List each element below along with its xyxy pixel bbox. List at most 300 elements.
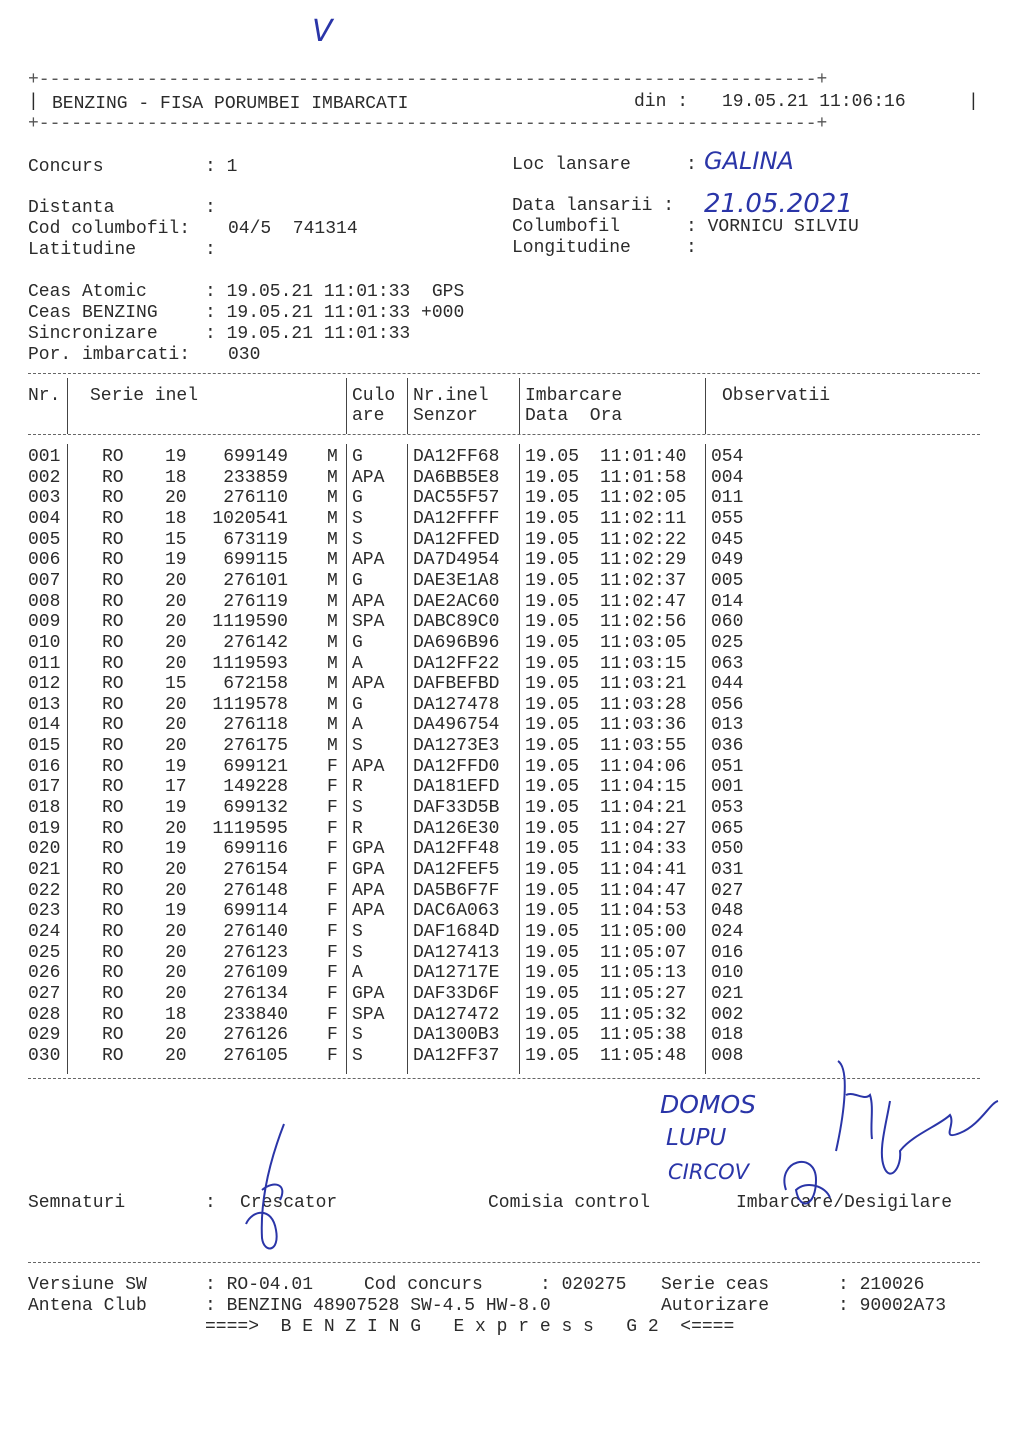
table-row	[0, 695, 1024, 716]
cell-ring-number: 1119593	[212, 653, 288, 674]
cell-sex: F	[327, 818, 338, 839]
cell-data: 19.05	[525, 508, 580, 529]
cell-data: 19.05	[525, 880, 580, 901]
cell-culoare: S	[352, 798, 363, 819]
header-left-bar: |	[28, 92, 39, 112]
col-sep-5	[705, 378, 706, 434]
cell-sex: F	[327, 1004, 338, 1025]
cell-nr: 021	[28, 860, 61, 880]
cell-ora: 11:04:47	[600, 880, 687, 901]
cell-culoare: GPA	[352, 983, 385, 1004]
cell-nr: 012	[28, 674, 61, 695]
cell-observatii: 049	[711, 550, 744, 571]
cell-observatii: 002	[711, 1004, 744, 1025]
cell-nr: 007	[28, 570, 61, 591]
cell-observatii: 018	[711, 1025, 744, 1046]
cell-observatii: 045	[711, 529, 744, 550]
cell-sex: F	[327, 942, 338, 963]
cell-culoare: APA	[352, 550, 385, 571]
cell-culoare: S	[352, 736, 363, 757]
cell-year: 20	[165, 921, 187, 942]
cell-culoare: GPA	[352, 839, 385, 860]
table-row	[0, 571, 1024, 592]
cell-ring-number: 1119595	[212, 818, 288, 839]
cell-ring-number: 276175	[223, 736, 288, 757]
cod-concurs-value: : 020275	[540, 1275, 627, 1295]
cell-data: 19.05	[525, 736, 580, 757]
cell-nr-inel-senzor: DA12FF68	[413, 447, 500, 467]
cell-observatii: 024	[711, 921, 744, 942]
cell-year: 19	[165, 798, 187, 819]
cell-culoare: R	[352, 777, 363, 798]
table-row	[0, 736, 1024, 757]
cell-data: 19.05	[525, 529, 580, 550]
cell-data: 19.05	[525, 715, 580, 736]
cell-country: RO	[102, 921, 124, 942]
cell-nr-inel-senzor: DAE3E1A8	[413, 570, 500, 591]
cell-nr: 010	[28, 632, 61, 653]
cell-sex: M	[327, 632, 338, 653]
cell-data: 19.05	[525, 756, 580, 777]
cell-nr-inel-senzor: DA696B96	[413, 632, 500, 653]
cell-observatii: 051	[711, 756, 744, 777]
col-sep-3	[407, 378, 408, 434]
cell-nr-inel-senzor: DA12FEF5	[413, 860, 500, 880]
table-row	[0, 592, 1024, 613]
cell-sex: F	[327, 963, 338, 984]
cell-data: 19.05	[525, 653, 580, 674]
cell-sex: F	[327, 1025, 338, 1046]
cell-observatii: 016	[711, 942, 744, 963]
cell-nr: 013	[28, 694, 61, 715]
cell-nr-inel-senzor: DA12FF48	[413, 839, 500, 860]
latitudine-label: Latitudine	[28, 240, 137, 260]
antena-club-value: : BENZING 48907528 SW-4.5 HW-8.0	[205, 1296, 551, 1316]
cell-data: 19.05	[525, 777, 580, 798]
cell-ora: 11:04:41	[600, 860, 687, 880]
ceas-benzing-value: : 19.05.21 11:01:33 +000	[205, 303, 465, 323]
col-sep-1	[67, 378, 68, 434]
cell-nr-inel-senzor: DA12FF37	[413, 1045, 500, 1066]
antena-club-label: Antena Club	[28, 1296, 147, 1316]
cell-culoare: A	[352, 715, 363, 736]
cell-culoare: S	[352, 508, 363, 529]
cell-ora: 11:02:22	[600, 529, 687, 550]
cell-ora: 11:03:55	[600, 736, 687, 757]
cell-ora: 11:02:29	[600, 550, 687, 571]
cell-year: 20	[165, 880, 187, 901]
cell-year: 18	[165, 508, 187, 529]
cell-nr-inel-senzor: DA12FFFF	[413, 508, 500, 529]
table-row	[0, 901, 1024, 922]
cell-observatii: 011	[711, 488, 744, 509]
cell-observatii: 010	[711, 963, 744, 984]
cell-ora: 11:05:13	[600, 963, 687, 984]
cell-nr: 017	[28, 777, 61, 798]
cell-observatii: 063	[711, 653, 744, 674]
sincronizare-label: Sincronizare	[28, 324, 158, 344]
cell-data: 19.05	[525, 570, 580, 591]
cell-ring-number: 276119	[223, 591, 288, 612]
header-din-label: din :	[634, 92, 689, 112]
table-row	[0, 612, 1024, 633]
cell-ora: 11:04:33	[600, 839, 687, 860]
cell-nr: 015	[28, 736, 61, 757]
cell-data: 19.05	[525, 963, 580, 984]
cell-ora: 11:01:40	[600, 447, 687, 467]
distanta-value: :	[205, 198, 216, 218]
cell-nr: 018	[28, 798, 61, 819]
cell-nr-inel-senzor: DA7D4954	[413, 550, 500, 571]
cell-year: 15	[165, 529, 187, 550]
table-row	[0, 819, 1024, 840]
cell-nr-inel-senzor: DAE2AC60	[413, 591, 500, 612]
col-header-nr: Nr.	[28, 386, 61, 406]
col-header-culoare-1: Culo	[352, 386, 396, 406]
cell-ora: 11:04:27	[600, 818, 687, 839]
cell-country: RO	[102, 1004, 124, 1025]
cell-year: 20	[165, 963, 187, 984]
cell-sex: M	[327, 508, 338, 529]
cell-nr: 009	[28, 612, 61, 633]
semnaturi-colon: :	[205, 1193, 216, 1213]
table-top-divider	[28, 373, 980, 374]
cell-culoare: S	[352, 1025, 363, 1046]
cell-ring-number: 276140	[223, 921, 288, 942]
cell-sex: M	[327, 467, 338, 488]
cell-sex: M	[327, 612, 338, 633]
distanta-label: Distanta	[28, 198, 115, 218]
cell-ora: 11:02:47	[600, 591, 687, 612]
table-row	[0, 633, 1024, 654]
cell-sex: F	[327, 921, 338, 942]
cell-sex: M	[327, 653, 338, 674]
comisia-control-label: Comisia control	[488, 1193, 651, 1213]
cell-year: 20	[165, 818, 187, 839]
longitudine-label: Longitudine	[512, 238, 631, 258]
cell-observatii: 060	[711, 612, 744, 633]
cell-year: 18	[165, 467, 187, 488]
cell-data: 19.05	[525, 921, 580, 942]
cell-nr: 008	[28, 591, 61, 612]
cell-data: 19.05	[525, 839, 580, 860]
serie-ceas-value: : 210026	[838, 1275, 925, 1295]
cell-observatii: 054	[711, 447, 744, 467]
cell-country: RO	[102, 880, 124, 901]
cod-concurs-label: Cod concurs	[364, 1275, 483, 1295]
cell-country: RO	[102, 777, 124, 798]
cell-ring-number: 276105	[223, 1045, 288, 1066]
cell-nr-inel-senzor: DABC89C0	[413, 612, 500, 633]
crescator-signature	[240, 1120, 300, 1260]
cell-data: 19.05	[525, 632, 580, 653]
cell-country: RO	[102, 756, 124, 777]
cell-sex: M	[327, 694, 338, 715]
cell-ring-number: 699121	[223, 756, 288, 777]
table-row	[0, 550, 1024, 571]
cell-year: 20	[165, 715, 187, 736]
loc-lansare-label: Loc lansare	[512, 155, 631, 175]
cell-ora: 11:02:11	[600, 508, 687, 529]
autorizare-value: : 90002A73	[838, 1296, 947, 1316]
cell-country: RO	[102, 632, 124, 653]
cell-nr-inel-senzor: DAC6A063	[413, 901, 500, 922]
cell-observatii: 027	[711, 880, 744, 901]
cell-data: 19.05	[525, 818, 580, 839]
cell-sex: M	[327, 715, 338, 736]
cell-ring-number: 276154	[223, 860, 288, 880]
cell-data: 19.05	[525, 798, 580, 819]
cell-country: RO	[102, 467, 124, 488]
cell-sex: F	[327, 1045, 338, 1066]
cell-country: RO	[102, 942, 124, 963]
cell-country: RO	[102, 674, 124, 695]
cell-country: RO	[102, 550, 124, 571]
cell-culoare: A	[352, 963, 363, 984]
cell-sex: M	[327, 570, 338, 591]
cell-country: RO	[102, 715, 124, 736]
imbarcare-desigilare-label: Imbarcare/Desigilare	[736, 1193, 953, 1213]
cell-nr: 028	[28, 1004, 61, 1025]
cell-ring-number: 149228	[223, 777, 288, 798]
cell-nr-inel-senzor: DA1273E3	[413, 736, 500, 757]
cell-nr-inel-senzor: DAF33D6F	[413, 983, 500, 1004]
cell-ring-number: 699115	[223, 550, 288, 571]
autorizare-label: Autorizare	[661, 1296, 770, 1316]
cell-year: 19	[165, 447, 187, 467]
concurs-value: : 1	[205, 157, 238, 177]
cell-nr: 023	[28, 901, 61, 922]
cell-nr: 029	[28, 1025, 61, 1046]
cell-culoare: APA	[352, 674, 385, 695]
cell-culoare: APA	[352, 756, 385, 777]
cell-ora: 11:05:48	[600, 1045, 687, 1066]
cell-data: 19.05	[525, 694, 580, 715]
cell-sex: F	[327, 983, 338, 1004]
cell-year: 18	[165, 1004, 187, 1025]
cell-nr-inel-senzor: DA12717E	[413, 963, 500, 984]
cell-sex: F	[327, 756, 338, 777]
latitudine-value: :	[205, 240, 216, 260]
cell-ora: 11:03:05	[600, 632, 687, 653]
cell-ora: 11:02:56	[600, 612, 687, 633]
cell-ring-number: 1119590	[212, 612, 288, 633]
longitudine-value: :	[686, 238, 697, 258]
cell-nr-inel-senzor: DAF1684D	[413, 921, 500, 942]
cell-nr-inel-senzor: DA126E30	[413, 818, 500, 839]
cell-ora: 11:03:21	[600, 674, 687, 695]
cell-year: 20	[165, 653, 187, 674]
versiune-sw-value: : RO-04.01	[205, 1275, 314, 1295]
cell-culoare: APA	[352, 591, 385, 612]
cell-observatii: 055	[711, 508, 744, 529]
table-row	[0, 468, 1024, 489]
cell-sex: F	[327, 798, 338, 819]
cell-ora: 11:04:06	[600, 756, 687, 777]
cell-nr: 027	[28, 983, 61, 1004]
cell-nr-inel-senzor: DA5B6F7F	[413, 880, 500, 901]
cod-columbofil-value: 04/5 741314	[228, 219, 358, 239]
cell-culoare: G	[352, 570, 363, 591]
handwritten-check-mark: V	[312, 14, 333, 49]
table-row	[0, 984, 1024, 1005]
data-lansarii-handwritten: 21.05.2021	[704, 189, 853, 219]
cell-nr-inel-senzor: DA127472	[413, 1004, 500, 1025]
cell-sex: M	[327, 447, 338, 467]
cell-nr: 020	[28, 839, 61, 860]
semnaturi-label: Semnaturi	[28, 1193, 126, 1213]
cell-year: 15	[165, 674, 187, 695]
table-row	[0, 509, 1024, 530]
cell-year: 19	[165, 901, 187, 922]
cell-ring-number: 276101	[223, 570, 288, 591]
cell-country: RO	[102, 1045, 124, 1066]
concurs-label: Concurs	[28, 157, 104, 177]
cell-culoare: G	[352, 694, 363, 715]
sincronizare-value: : 19.05.21 11:01:33	[205, 324, 411, 344]
cell-year: 20	[165, 1025, 187, 1046]
cell-observatii: 065	[711, 818, 744, 839]
cell-culoare: G	[352, 447, 363, 467]
cell-nr: 005	[28, 529, 61, 550]
cell-observatii: 036	[711, 736, 744, 757]
table-row	[0, 798, 1024, 819]
footer-divider	[28, 1262, 980, 1263]
cell-nr: 001	[28, 447, 61, 467]
cell-observatii: 056	[711, 694, 744, 715]
cell-country: RO	[102, 570, 124, 591]
cell-year: 19	[165, 550, 187, 571]
cell-country: RO	[102, 447, 124, 467]
cell-ora: 11:04:53	[600, 901, 687, 922]
cell-nr-inel-senzor: DA181EFD	[413, 777, 500, 798]
col-sep-2	[346, 378, 347, 434]
cell-nr: 006	[28, 550, 61, 571]
cell-ring-number: 276123	[223, 942, 288, 963]
cell-culoare: APA	[352, 880, 385, 901]
data-lansarii-label: Data lansarii :	[512, 196, 675, 216]
cell-year: 20	[165, 591, 187, 612]
cell-sex: M	[327, 550, 338, 571]
benzing-express-line: ====> B E N Z I N G E x p r e s s G 2 <====	[205, 1317, 735, 1337]
cell-culoare: S	[352, 1045, 363, 1066]
col-header-nr-inel-1: Nr.inel	[413, 386, 489, 406]
cell-year: 20	[165, 983, 187, 1004]
cell-observatii: 048	[711, 901, 744, 922]
cell-country: RO	[102, 860, 124, 880]
cell-country: RO	[102, 529, 124, 550]
cell-culoare: S	[352, 921, 363, 942]
cell-nr: 025	[28, 942, 61, 963]
table-row	[0, 1005, 1024, 1026]
cell-country: RO	[102, 591, 124, 612]
col-header-observatii: Observatii	[722, 386, 831, 406]
cell-ora: 11:04:15	[600, 777, 687, 798]
cell-culoare: G	[352, 632, 363, 653]
cell-sex: F	[327, 901, 338, 922]
cell-sex: M	[327, 529, 338, 550]
cell-country: RO	[102, 963, 124, 984]
cell-data: 19.05	[525, 860, 580, 880]
cell-nr: 011	[28, 653, 61, 674]
cell-ring-number: 1119578	[212, 694, 288, 715]
cell-nr: 019	[28, 818, 61, 839]
table-header-divider	[28, 434, 980, 435]
cell-observatii: 014	[711, 591, 744, 612]
cell-nr-inel-senzor: DA127413	[413, 942, 500, 963]
cell-ring-number: 276134	[223, 983, 288, 1004]
table-row	[0, 839, 1024, 860]
header-top-border: +------------------------------------------------------------------------+	[28, 70, 828, 90]
cell-year: 20	[165, 860, 187, 880]
cell-country: RO	[102, 1025, 124, 1046]
cod-columbofil-label: Cod columbofil:	[28, 219, 191, 239]
col-header-nr-inel-2: Senzor	[413, 406, 478, 426]
crescator-label: Crescator	[240, 1193, 338, 1213]
cell-country: RO	[102, 612, 124, 633]
cell-year: 20	[165, 1045, 187, 1066]
col-header-culoare-2: are	[352, 406, 385, 426]
cell-nr-inel-senzor: DAFBEFBD	[413, 674, 500, 695]
cell-sex: F	[327, 777, 338, 798]
cell-year: 17	[165, 777, 187, 798]
cell-nr-inel-senzor: DA12FFD0	[413, 756, 500, 777]
cell-sex: F	[327, 839, 338, 860]
ceas-atomic-label: Ceas Atomic	[28, 282, 147, 302]
cell-observatii: 005	[711, 570, 744, 591]
cell-ring-number: 699132	[223, 798, 288, 819]
cell-data: 19.05	[525, 550, 580, 571]
handwritten-name-1: DOMOS	[660, 1090, 757, 1119]
table-row	[0, 654, 1024, 675]
cell-sex: F	[327, 880, 338, 901]
cell-ora: 11:03:28	[600, 694, 687, 715]
cell-nr: 026	[28, 963, 61, 984]
cell-culoare: G	[352, 488, 363, 509]
cell-observatii: 001	[711, 777, 744, 798]
table-row	[0, 922, 1024, 943]
cell-ring-number: 276109	[223, 963, 288, 984]
table-row	[0, 1025, 1024, 1046]
cell-nr: 003	[28, 488, 61, 509]
cell-sex: M	[327, 591, 338, 612]
cell-country: RO	[102, 488, 124, 509]
col-header-imbarcare-1: Imbarcare	[525, 386, 623, 406]
cell-nr-inel-senzor: DA12FFED	[413, 529, 500, 550]
cell-observatii: 013	[711, 715, 744, 736]
cell-data: 19.05	[525, 467, 580, 488]
table-row	[0, 757, 1024, 778]
cell-ora: 11:01:58	[600, 467, 687, 488]
cell-nr-inel-senzor: DA12FF22	[413, 653, 500, 674]
cell-ring-number: 276142	[223, 632, 288, 653]
table-row	[0, 963, 1024, 984]
commission-signature-2	[830, 1055, 1000, 1195]
table-row	[0, 488, 1024, 509]
cell-sex: M	[327, 736, 338, 757]
cell-culoare: A	[352, 653, 363, 674]
cell-culoare: APA	[352, 467, 385, 488]
cell-ora: 11:05:32	[600, 1004, 687, 1025]
cell-year: 20	[165, 694, 187, 715]
cell-observatii: 050	[711, 839, 744, 860]
cell-country: RO	[102, 653, 124, 674]
cell-ora: 11:05:00	[600, 921, 687, 942]
cell-data: 19.05	[525, 447, 580, 467]
cell-data: 19.05	[525, 942, 580, 963]
cell-year: 20	[165, 612, 187, 633]
cell-data: 19.05	[525, 612, 580, 633]
